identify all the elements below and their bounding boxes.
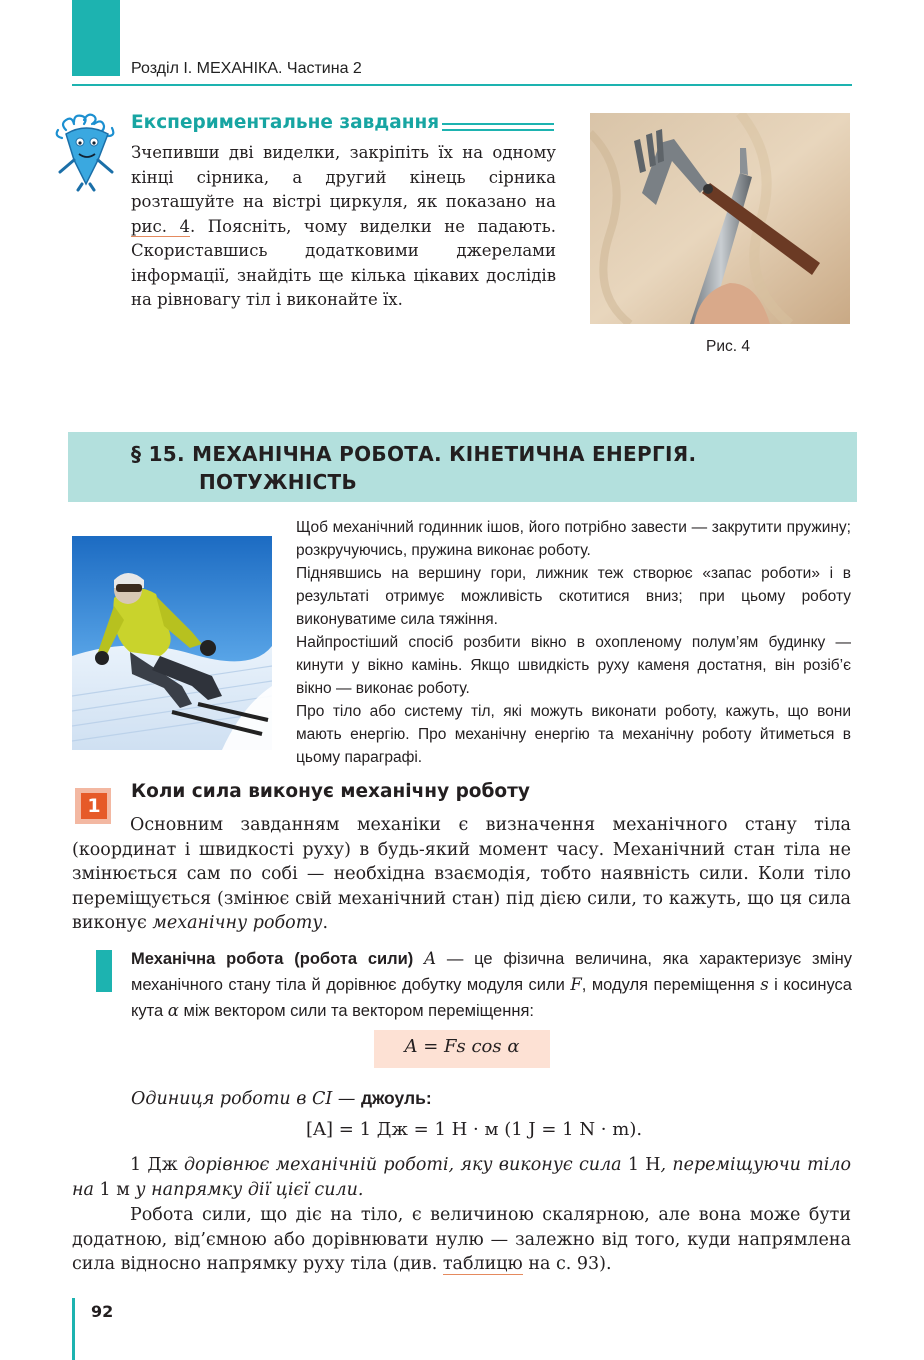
intro-paragraph: Про тіло або систему тіл, які можуть виконати роботу, кажуть, що вони мають енергію. Про механічну енергію та механічну роботу йтиметься в цьому параграфі. (296, 703, 851, 766)
intro-paragraph: Піднявшись на вершину гори, лижник теж створює «запас роботи» і в результаті отримує можливість скотитися вниз; при цьому роботу виконуватиме сила тяжіння. (296, 565, 851, 628)
forks-balance-photo (590, 113, 850, 324)
task-title: Експериментальне завдання (131, 112, 440, 133)
intro-text (296, 516, 851, 769)
definition-text: Механічна робота (робота сили) A — це фізична величина, яка характеризує зміну механічного стану тіла й дорівнює добутку модуля сили F, модуля переміщення s і косинуса кута α між вектором сили та вектором переміщення: (131, 949, 852, 1020)
header-color-tab (72, 0, 120, 76)
skier-photo (72, 536, 272, 750)
subsection-number: 1 (81, 793, 107, 819)
definition-marker (96, 950, 112, 992)
table-link[interactable]: таблицю (442, 1254, 523, 1274)
unit-line: Одиниця роботи в СІ — джоуль: (131, 1088, 432, 1109)
figure-caption: Рис. 4 (706, 338, 750, 355)
section-title: § 15. МЕХАНІЧНА РОБОТА. КІНЕТИЧНА ЕНЕРГІЯ. ПОТУЖНІСТЬ (131, 442, 697, 494)
work-formula: A = Fs cos α (404, 1036, 520, 1057)
subsection-title: Коли сила виконує механічну роботу (131, 781, 530, 802)
experiment-character-icon (52, 112, 120, 192)
intro-paragraph: Найпростіший спосіб розбити вікно в охопленому полум’ям будинку — кинути у вікно камінь. Якщо швидкість руху каменя достатня, він розіб’є вікно — виконає роботу. (296, 634, 851, 697)
scalar-paragraph: Робота сили, що діє на тіло, є величиною скалярною, але вона може бути додатною, від’ємною або дорівнювати нулю — залежно від того, куди напрямлена сила відносно напрямку руху тіла (див. таблицю на с. 93). (72, 1205, 851, 1274)
header-divider (72, 84, 852, 86)
figure-link[interactable]: рис. 4 (131, 216, 191, 236)
joule-definition: 1 Дж дорівнює механічній роботі, яку виконує сила 1 Н, переміщуючи тіло на 1 м у напрямку дії цієї сили. (72, 1155, 851, 1200)
unit-formula: [A] = 1 Дж = 1 Н · м (1 J = 1 N · m). (306, 1119, 643, 1140)
intro-paragraph: Щоб механічний годинник ішов, його потрібно завести — закрутити пружину; розкручуючись, пружина виконає роботу. (296, 519, 851, 559)
task-text: Зчепивши дві виделки, закріпіть їх на одному кінці сірника, а другий кінець сірника розташуйте на вістрі циркуля, як показано на рис. 4. Поясніть, чому виделки не падають. Скориставшись додатковими джерелами інформації, знайдіть ще кілька цікавих дослідів на рівновагу тіл і виконайте їх. (131, 143, 556, 309)
subsection-paragraph: Основним завданням механіки є визначення механічного стану тіла (координат і швидкості руху) в будь-який момент часу. Механічний стан тіла не змінюється сам по собі — необхідна взаємодія, тобто наявність сили. Коли тіло переміщується (змінює свій механічний стан) під дією сили, то кажуть, що ця сила виконує механічну роботу. (72, 815, 851, 933)
task-title-rule (442, 123, 554, 131)
running-header: Розділ I. МЕХАНІКА. Частина 2 (131, 60, 362, 77)
page-number: 92 (91, 1302, 114, 1321)
page-number-bar (72, 1298, 75, 1360)
